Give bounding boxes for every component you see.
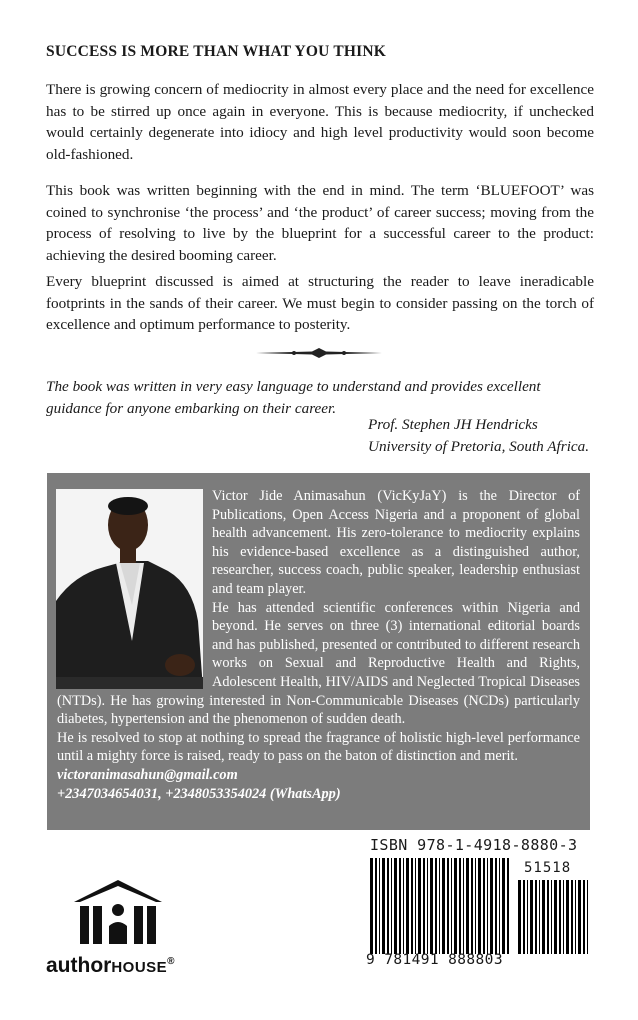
- bio-paragraph-2: He has attended scientific conferences within Nigeria and beyond. He serves on three (3) international editorial boards and has published, presented or contributed to different research works on Sexual and Reproductive Health and Rights, Adolescent Health, HIV/AIDS and Neglected Tropical Diseases (NTDs). He has growing interested in Non-Communicable Diseases (NCDs) particularly diabetes, hypertension and the phenomenon of sudden death.: [57, 599, 580, 728]
- author-email: victoranimasahun@gmail.com: [57, 766, 238, 783]
- author-phone: +2347034654031, +2348053354024 (WhatsApp): [57, 785, 341, 802]
- barcode-addon-number: 51518: [524, 860, 572, 876]
- blurb-paragraph-2: This book was written beginning with the end in mind. The term ‘BLUEFOOT’ was coined to synchronise ‘the process’ and ‘the product’ of career success; moving from the process of resolving to live by the blueprint for a successful career to the product: achieving the desired booming career.: [46, 182, 594, 264]
- isbn-label: ISBN 978-1-4918-8880-3: [370, 836, 578, 854]
- endorser-name: Prof. Stephen JH Hendricks: [368, 416, 538, 433]
- barcode-number: 9 781491 888803: [366, 952, 503, 968]
- bio-paragraph-1: Victor Jide Animasahun (VicKyJaY) is the Director of Publications, Open Access Nigeria and a proponent of global health advancement. His zero-tolerance to mediocrity explains his evidence-based excellence as a distinguished author, researcher, success coach, public speaker, leadership enthusiast and team player.: [212, 488, 580, 597]
- price-addon-barcode: [518, 880, 590, 954]
- endorser-affiliation: University of Pretoria, South Africa.: [368, 438, 590, 455]
- authorhouse-logo-text: authorHOUSE®: [46, 954, 175, 977]
- author-bio-box: [47, 473, 590, 830]
- blurb-paragraph-1: There is growing concern of mediocrity in almost every place and the need for excellence has to be stirred up once again in everyone. This is because mediocrity, if unchecked would certainly degenerate into idiocy and high level productivity would soon become old-fashioned.: [46, 81, 594, 163]
- authorhouse-logo-icon: [72, 878, 164, 948]
- bio-paragraph-3: He is resolved to stop at nothing to spread the fragrance of holistic high-level performance until a mighty force is raised, ready to pass on the baton of distinction and merit.: [57, 729, 580, 765]
- endorsement-attribution: [368, 414, 589, 458]
- blurb-paragraph-3: Every blueprint discussed is aimed at structuring the reader to leave ineradicable footprints in the sands of their career. We must begin to consider passing on the torch of excellence and optimum performance to posterity.: [46, 273, 594, 333]
- divider-ornament: [254, 346, 384, 360]
- endorsement-quote: The book was written in very easy language to understand and provides excellent guidance for anyone embarking on their career.: [46, 378, 541, 417]
- author-bio-text: [57, 487, 580, 803]
- isbn-barcode: [370, 858, 512, 954]
- back-cover-heading: SUCCESS IS MORE THAN WHAT YOU THINK: [46, 43, 387, 60]
